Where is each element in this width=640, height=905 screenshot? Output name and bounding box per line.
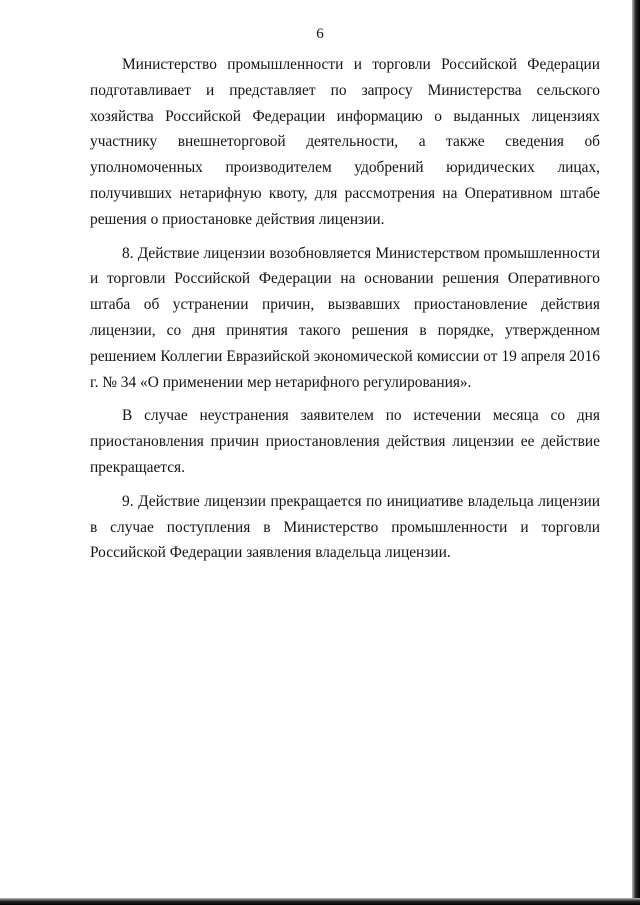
scan-edge-right bbox=[632, 0, 640, 905]
scan-edge-bottom bbox=[0, 898, 640, 905]
paragraph-ministry-info: Министерство промышленности и торговли Российской Федерации подготавливает и представляет по запросу Министерства сельского хозяйства Российской Федерации информацию о выданных лицензиях участнику внешнеторговой деятельности, а также сведения об уполномоченных производителем удобрений юридических лицах, получивших нетарифную квоту, для рассмотрения на Оперативном штабе решения о приостановке действия лицензии. bbox=[90, 56, 600, 228]
document-body bbox=[90, 52, 600, 566]
page-number: 6 bbox=[316, 26, 324, 42]
paragraph-license-termination: В случае неустранения заявителем по истечении месяца со дня приостановления причин приостановления действия лицензии ее действие прекращается. bbox=[90, 407, 600, 476]
paragraph-8-license-renewal: 8. Действие лицензии возобновляется Министерством промышленности и торговли Российской Федерации на основании решения Оперативного штаба об устранении причин, вызвавших приостановление действия лицензии, со дня принятия такого решения в порядке, утвержденном решением Коллегии Евразийской экономической комиссии от 19 апреля 2016 г. № 34 «О применении мер нетарифного регулирования». bbox=[90, 244, 600, 391]
paragraph-9-owner-initiative: 9. Действие лицензии прекращается по инициативе владельца лицензии в случае поступления в Министерство промышленности и торговли Российской Федерации заявления владельца лицензии. bbox=[90, 492, 600, 562]
